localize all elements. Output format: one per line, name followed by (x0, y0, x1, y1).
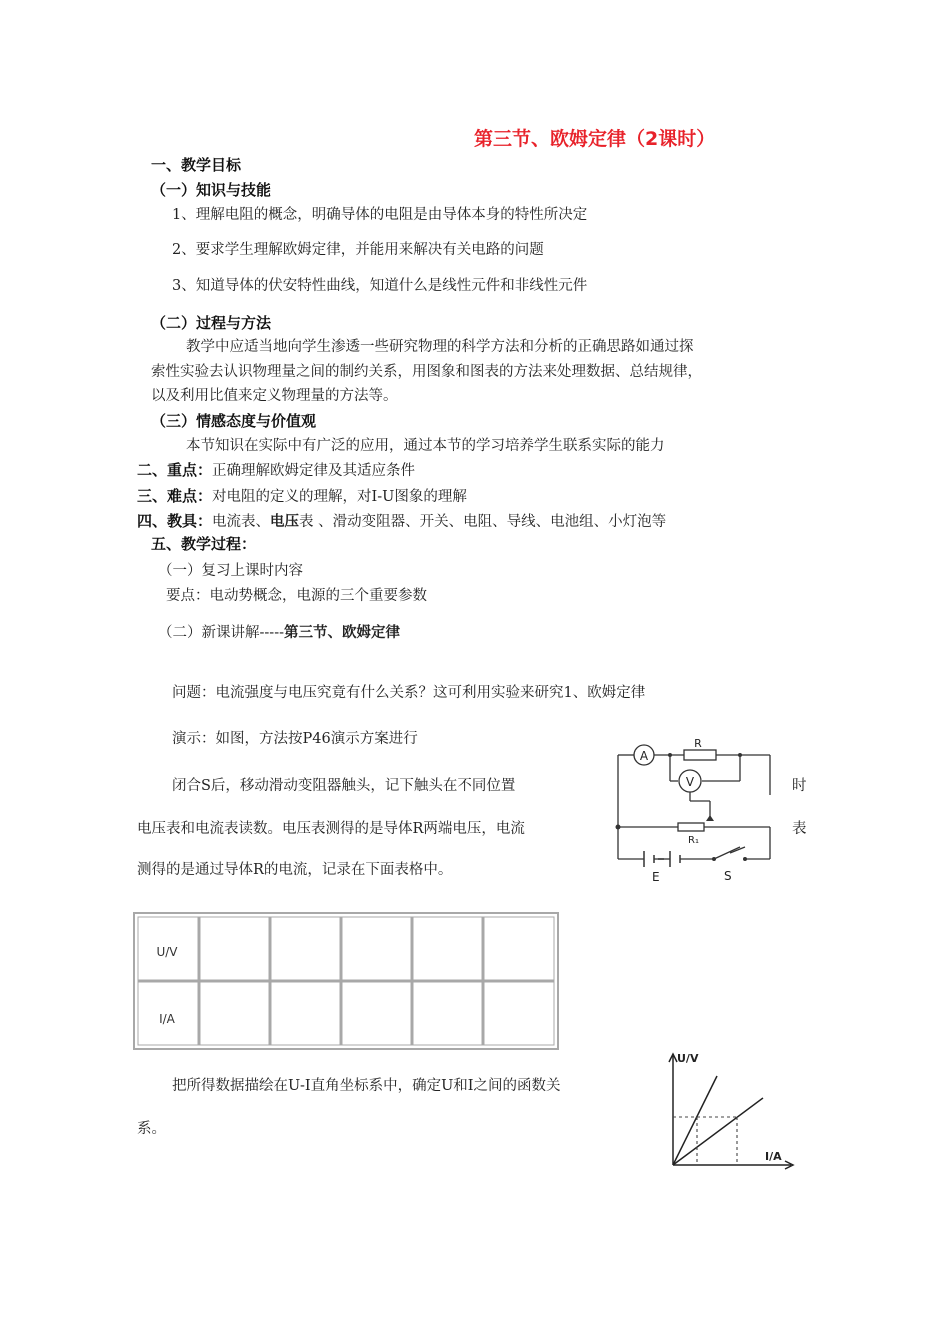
page-title: 第三节、欧姆定律（2课时） (474, 128, 716, 150)
process-line-2: 索性实验去认识物理量之间的制约关系，用图象和图表的方法来处理数据、总结规律， (151, 364, 702, 380)
question-text: 问题：电流强度与电压究竟有什么关系？这可利用实验来研究1、欧姆定律 (172, 685, 646, 701)
objective-item-3: 3、知道导体的伏安特性曲线，知道什么是线性元件和非线性元件 (172, 278, 588, 294)
objective-item-1: 1、理解电阻的概念，明确导体的电阻是由导体本身的特性所决定 (172, 207, 588, 223)
data-table (133, 912, 559, 1050)
attitude-text: 本节知识在实际中有广泛的应用，通过本节的学习培养学生联系实际的能力 (186, 438, 665, 454)
section-heading-process: 五、教学过程： (151, 535, 257, 553)
y-axis-label: U/V (677, 1052, 699, 1065)
switch-label: S (724, 869, 732, 883)
plot-text-line-2: 系。 (137, 1121, 166, 1137)
ammeter-label: A (639, 749, 649, 763)
subheading-attitude: （三）情感态度与价值观 (151, 412, 317, 430)
voltmeter-label: V (685, 775, 695, 789)
ui-graph (655, 1050, 795, 1170)
difficulty-text: 对电阻的定义的理解，对I-U图象的理解 (212, 489, 467, 505)
materials-heading: 四、教具： (137, 512, 213, 530)
materials-row (137, 510, 666, 531)
demo-text: 演示：如图，方法按P46演示方案进行 (172, 731, 418, 747)
new-lesson-prefix: （二）新课讲解----- (158, 625, 284, 641)
review-points: 要点：电动势概念，电源的三个重要参数 (166, 588, 427, 604)
procedure-right-char-1: 时 (792, 778, 807, 794)
line-shallow (673, 1098, 763, 1165)
circuit-diagram (600, 735, 790, 885)
difficulty-row (137, 485, 467, 506)
process-line-1: 教学中应适当地向学生渗透一些研究物理的科学方法和分析的正确思路如通过探 (186, 339, 694, 355)
procedure-line-2: 电压表和电流表读数。电压表测得的是导体R两端电压，电流 (137, 821, 525, 837)
procedure-right-char-2: 表 (792, 821, 807, 837)
subheading-knowledge: （一）知识与技能 (151, 181, 272, 199)
line-steep (673, 1076, 717, 1165)
section-heading-objectives: 一、教学目标 (151, 156, 242, 174)
difficulty-heading: 三、难点： (137, 487, 213, 505)
new-lesson-title: 第三节、欧姆定律 (284, 625, 400, 641)
key-points-row (137, 459, 415, 480)
plot-text-line-1: 把所得数据描绘在U-I直角坐标系中，确定U和I之间的函数关 (172, 1078, 561, 1094)
key-points-heading: 二、重点： (137, 461, 213, 479)
battery-icon (644, 851, 680, 867)
objective-item-2: 2、要求学生理解欧姆定律，并能用来解决有关电路的问题 (172, 242, 544, 258)
process-line-3: 以及利用比值来定义物理量的方法等。 (151, 388, 398, 404)
battery-label: E (652, 870, 660, 884)
materials-text-1: 电流表、 (212, 514, 271, 530)
materials-text-2: 电压 (270, 514, 300, 530)
review-heading: （一）复习上课时内容 (158, 563, 303, 579)
key-points-text: 正确理解欧姆定律及其适应条件 (212, 463, 416, 479)
table-row-label-voltage: U/V (156, 945, 178, 959)
x-axis-label: I/A (765, 1150, 782, 1163)
procedure-line-1: 闭合S后，移动滑动变阻器触头，记下触头在不同位置 (172, 778, 516, 794)
resistor-label: R (694, 737, 702, 750)
procedure-line-3: 测得的是通过导体R的电流，记录在下面表格中。 (137, 862, 453, 878)
table-row-label-current: I/A (159, 1012, 175, 1026)
subheading-process: （二）过程与方法 (151, 314, 272, 332)
resistor-icon (684, 750, 716, 760)
rheostat-label: R₁ (688, 835, 699, 846)
materials-text-3: 表 、滑动变阻器、开关、电阻、导线、电池组、小灯泡等 (299, 514, 667, 530)
rheostat-icon (678, 823, 704, 831)
new-lesson-row (158, 621, 400, 642)
